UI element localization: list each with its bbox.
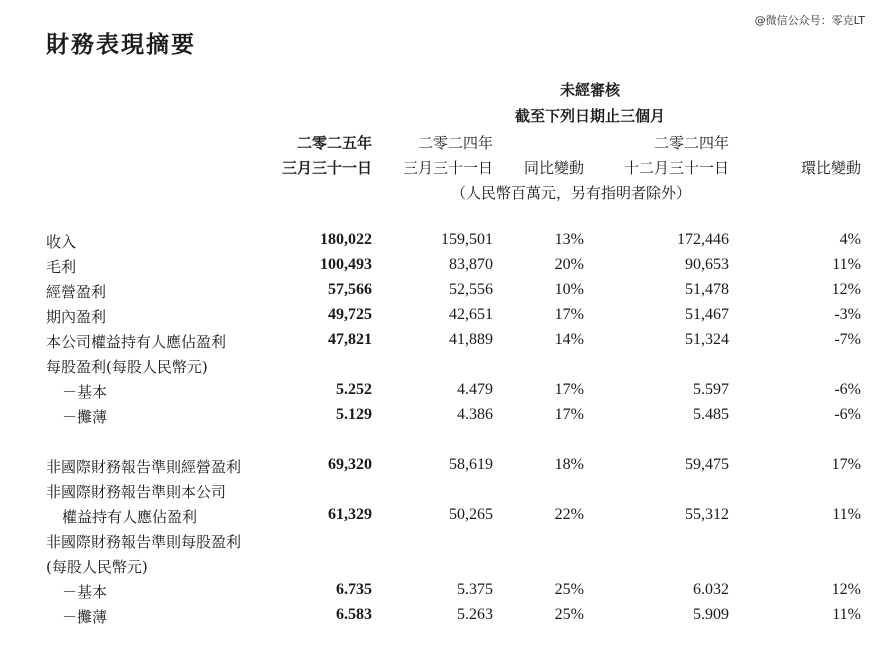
row-qoq: 4% xyxy=(839,231,861,248)
header-col3: 同比變動 xyxy=(523,159,584,177)
header-unaudited: 未經審核 xyxy=(559,81,621,99)
row-label: 權益持有人應佔盈利 xyxy=(62,508,198,526)
row-label: 非國際財務報告準則經營盈利 xyxy=(46,458,242,476)
row-value-2025q1: 69,320 xyxy=(328,456,372,473)
header-col4-date: 十二月三十一日 xyxy=(623,159,729,177)
row-label: －攤薄 xyxy=(62,408,108,426)
row-yoy: 13% xyxy=(554,231,584,248)
row-value-2024q4: 51,324 xyxy=(685,331,729,348)
watermark: @微信公众号：零克LT xyxy=(754,14,865,27)
row-value-2024q1: 58,619 xyxy=(449,456,493,473)
row-value-2024q4: 172,446 xyxy=(677,231,729,248)
header-col1-date: 三月三十一日 xyxy=(281,159,372,177)
row-label: －攤薄 xyxy=(62,608,108,626)
row-value-2025q1: 6.583 xyxy=(336,606,372,623)
row-value-2025q1: 5.129 xyxy=(336,406,372,423)
row-value-2025q1: 57,566 xyxy=(328,281,372,298)
row-value-2024q1: 52,556 xyxy=(449,281,493,298)
header-col2-date: 三月三十一日 xyxy=(402,159,493,177)
row-qoq: 17% xyxy=(831,456,861,473)
row-label: 非國際財務報告準則本公司 xyxy=(46,483,227,501)
row-yoy: 17% xyxy=(554,406,584,423)
header-col4-year: 二零二四年 xyxy=(653,134,729,152)
row-qoq: 12% xyxy=(831,281,861,298)
row-value-2024q4: 51,478 xyxy=(685,281,729,298)
row-value-2024q4: 90,653 xyxy=(685,256,729,273)
row-label: 期內盈利 xyxy=(46,308,107,326)
row-qoq: -6% xyxy=(834,406,861,423)
row-value-2025q1: 180,022 xyxy=(320,231,372,248)
row-value-2025q1: 100,493 xyxy=(320,256,372,273)
row-yoy: 20% xyxy=(554,256,584,273)
row-yoy: 25% xyxy=(554,581,584,598)
row-label: 收入 xyxy=(46,233,77,251)
row-yoy: 14% xyxy=(554,331,584,348)
row-value-2024q4: 55,312 xyxy=(685,506,729,523)
row-value-2024q4: 59,475 xyxy=(685,456,729,473)
row-value-2025q1: 5.252 xyxy=(336,381,372,398)
row-qoq: 11% xyxy=(832,506,861,523)
row-label: 本公司權益持有人應佔盈利 xyxy=(46,333,227,351)
row-value-2024q4: 6.032 xyxy=(693,581,729,598)
row-label: －基本 xyxy=(62,383,108,401)
row-value-2024q1: 4.386 xyxy=(457,406,493,423)
row-value-2024q1: 50,265 xyxy=(449,506,493,523)
row-yoy: 25% xyxy=(554,606,584,623)
row-value-2024q4: 5.597 xyxy=(693,381,729,398)
row-qoq: -6% xyxy=(834,381,861,398)
header-units: （人民幣百萬元，另有指明者除外） xyxy=(450,184,692,202)
row-yoy: 17% xyxy=(554,381,584,398)
row-qoq: -7% xyxy=(834,331,861,348)
row-qoq: -3% xyxy=(834,306,861,323)
header-col5: 環比變動 xyxy=(800,159,861,177)
row-label: 經營盈利 xyxy=(46,283,107,301)
row-value-2024q1: 159,501 xyxy=(441,231,493,248)
row-yoy: 22% xyxy=(554,506,584,523)
row-yoy: 18% xyxy=(554,456,584,473)
row-value-2024q1: 5.263 xyxy=(457,606,493,623)
row-label: －基本 xyxy=(62,583,108,601)
row-qoq: 11% xyxy=(832,256,861,273)
row-value-2025q1: 47,821 xyxy=(328,331,372,348)
row-label: 毛利 xyxy=(46,258,77,276)
row-value-2025q1: 61,329 xyxy=(328,506,372,523)
row-label: 非國際財務報告準則每股盈利 xyxy=(46,533,242,551)
header-col1-year: 二零二五年 xyxy=(296,134,372,152)
row-value-2024q4: 51,467 xyxy=(685,306,729,323)
header-period: 截至下列日期止三個月 xyxy=(514,107,666,125)
row-qoq: 11% xyxy=(832,606,861,623)
row-label: 每股盈利(每股人民幣元) xyxy=(46,358,208,376)
row-value-2024q4: 5.909 xyxy=(693,606,729,623)
row-value-2025q1: 49,725 xyxy=(328,306,372,323)
row-label: (每股人民幣元) xyxy=(46,558,148,576)
header-col2-year: 二零二四年 xyxy=(417,134,493,152)
row-value-2024q1: 83,870 xyxy=(449,256,493,273)
page-title: 財務表現摘要 xyxy=(46,32,196,58)
row-value-2024q1: 42,651 xyxy=(449,306,493,323)
row-value-2024q1: 4.479 xyxy=(457,381,493,398)
row-value-2024q4: 5.485 xyxy=(693,406,729,423)
row-value-2024q1: 5.375 xyxy=(457,581,493,598)
row-yoy: 17% xyxy=(554,306,584,323)
row-qoq: 12% xyxy=(831,581,861,598)
row-value-2024q1: 41,889 xyxy=(449,331,493,348)
row-yoy: 10% xyxy=(554,281,584,298)
row-value-2025q1: 6.735 xyxy=(336,581,372,598)
